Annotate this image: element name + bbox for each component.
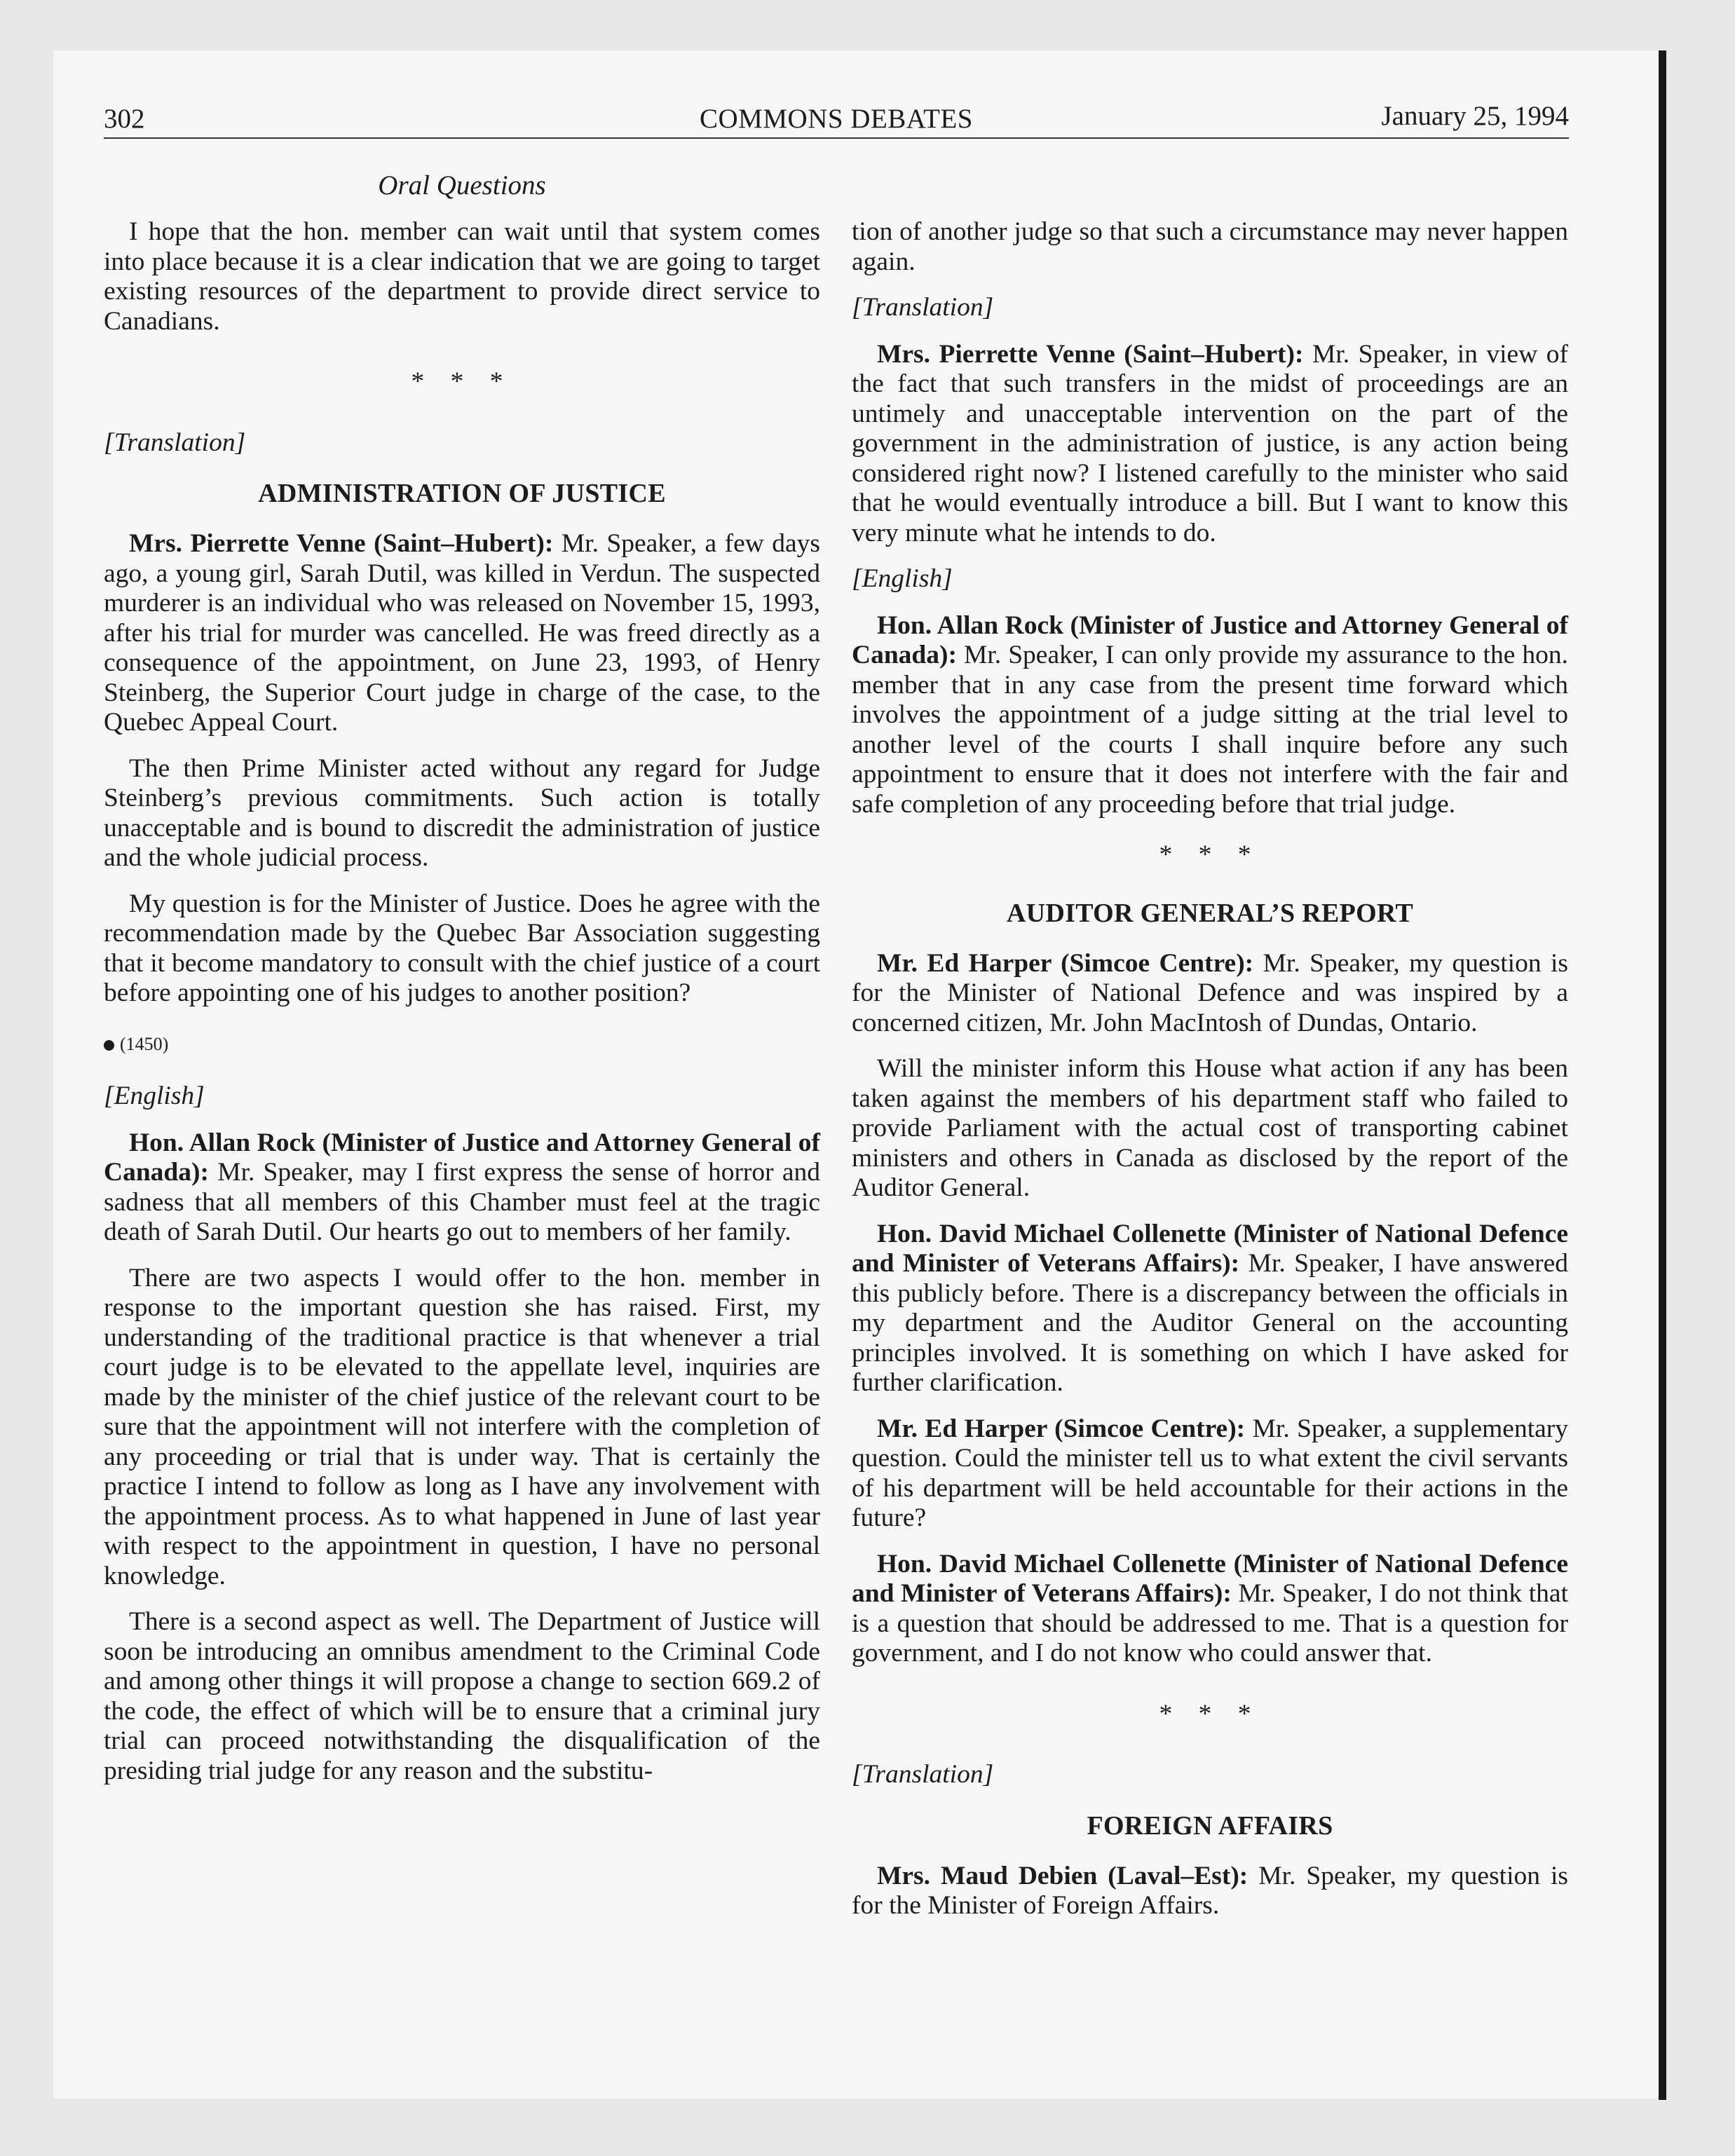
speech-text: Mr. Speaker, a supplementary question. Could the minister tell us to what extent the civil servants of his department will be held accountable for their actions in the future?: [852, 1414, 1568, 1532]
paragraph: [852, 340, 1568, 549]
publication-title: COMMONS DEBATES: [700, 104, 973, 134]
paragraph: The then Prime Minister acted without any regard for Judge Steinberg’s previous commitments. Such action is totally unacceptable and is bound to discredit the administration of justice and the whole judicial process.: [104, 753, 820, 872]
speaker-name: Hon. David Michael Collenette (Minister of National Defence and Minister of Veterans Affairs):: [852, 1549, 1568, 1608]
speaker-name: Hon. Allan Rock (Minister of Justice and Attorney General of Canada):: [852, 610, 1568, 669]
paragraph: [852, 1862, 1568, 1921]
speech-text: Mr. Speaker, my question is for the Minister of Foreign Affairs.: [852, 1861, 1568, 1920]
paragraph: [852, 611, 1568, 820]
paragraph: I hope that the hon. member can wait until that system comes into place because it is a clear indication that we are going to target existing resources of the department to provide direct service to Canadians.: [104, 217, 820, 336]
speaker-name: Mrs. Pierrette Venne (Saint–Hubert):: [129, 529, 554, 558]
time-marker: [104, 1030, 820, 1060]
section-separator: * * *: [1159, 1699, 1261, 1728]
english-tag: [English]: [104, 1082, 205, 1110]
translation-tag: [Translation]: [852, 293, 994, 322]
section-heading: ADMINISTRATION OF JUSTICE: [258, 479, 666, 508]
speech-text: Mr. Speaker, a few days ago, a young girl, Sarah Dutil, was killed in Verdun. The suspected murderer is an individual who was released on November 15, 1993, after his trial for murder was cancelled. He was freed directly as a consequence of the appointment, on June 23, 1993, of Henry Steinberg, the Superior Court judge in charge of the case, to the Quebec Appeal Court.: [104, 529, 820, 737]
paragraph: There are two aspects I would offer to the hon. member in response to the important question she has raised. First, my understanding of the traditional practice is that whenever a trial court judge is to be elevated to the appellate level, inquiries are made by the minister of the chief justice of the relevant court to be sure that the appointment will not interfere with the completion of any proceeding or trial that is under way. That is certainly the practice I intend to follow as long as I have any involvement with the appointment process. As to what happened in June of last year with respect to the appointment in question, I have no personal knowledge.: [104, 1263, 820, 1590]
paragraph: [104, 1128, 820, 1248]
speech-text: Mr. Speaker, I have answered this publicly before. There is a discrepancy between the officials in my department and the Auditor General on the accounting principles involved. It is something on which I have asked for further clarification.: [852, 1249, 1568, 1397]
page-number: 302: [104, 104, 145, 134]
page-header: [104, 98, 1569, 140]
time-marker-text: (1450): [120, 1033, 169, 1054]
paragraph: [852, 1220, 1568, 1398]
speaker-name: Mrs. Pierrette Venne (Saint–Hubert):: [877, 339, 1304, 369]
header-rule: [104, 137, 1569, 139]
publication-date: January 25, 1994: [1381, 101, 1569, 131]
paragraph: [852, 1550, 1568, 1669]
section-separator: * * *: [1159, 840, 1261, 869]
paragraph: My question is for the Minister of Justice. Does he agree with the recommendation made by the Quebec Bar Association suggesting that it become mandatory to consult with the chief justice of a court before appointing one of his judges to another position?: [104, 889, 820, 1007]
speaker-name: Hon. Allan Rock (Minister of Justice and Attorney General of Canada):: [104, 1128, 820, 1187]
speaker-name: Mr. Ed Harper (Simcoe Centre):: [877, 948, 1254, 978]
paragraph: [104, 529, 820, 738]
paragraph: [852, 949, 1568, 1039]
section-label: Oral Questions: [378, 170, 546, 200]
speech-text: Mr. Speaker, in view of the fact that such transfers in the midst of proceedings are an untimely and unacceptable intervention on the part of the government in the administration of justice, is any action being considered right now? I listened carefully to the minister who said that he would eventually introduce a bill. But I want to know this very minute what he intends to do.: [852, 339, 1568, 547]
scan-edge-bar: [1659, 50, 1666, 2100]
translation-tag: [Translation]: [104, 428, 246, 457]
speech-text: Mr. Speaker, I can only provide my assurance to the hon. member that in any case from the present time forward which involves the appointment of a judge sitting at the trial level to another level of the courts I shall inquire before any such appointment to ensure that it does not interfere with the fair and safe completion of any proceeding before that trial judge.: [852, 641, 1568, 819]
english-tag: [English]: [852, 564, 953, 593]
speaker-name: Mrs. Maud Debien (Laval–Est):: [877, 1861, 1248, 1890]
right-column: [852, 217, 1568, 1937]
paragraph: There is a second aspect as well. The Department of Justice will soon be introducing an omnibus amendment to the Criminal Code and among other things it will propose a change to section 669.2 of the code, the effect of which will be to ensure that a criminal jury trial can proceed notwithstanding the disqualification of the presiding trial judge for any reason and the substitu-: [104, 1607, 820, 1785]
section-heading: AUDITOR GENERAL’S REPORT: [1006, 898, 1414, 928]
left-column: [104, 217, 820, 1802]
paragraph: Will the minister inform this House what action if any has been taken against the members of his department staff who failed to provide Parliament with the actual cost of transporting cabinet ministers and others in Canada as disclosed by the report of the Auditor General.: [852, 1054, 1568, 1202]
speaker-name: Hon. David Michael Collenette (Minister of National Defence and Minister of Veterans Affairs):: [852, 1219, 1568, 1278]
speaker-name: Mr. Ed Harper (Simcoe Centre):: [877, 1414, 1246, 1443]
section-separator: * * *: [411, 367, 513, 396]
paragraph-continued: tion of another judge so that such a circumstance may never happen again.: [852, 217, 1568, 276]
speech-text: Mr. Speaker, I do not think that is a question that should be addressed to me. That is a question for government, and I do not know who could answer that.: [852, 1579, 1568, 1667]
bullet-icon: [104, 1040, 114, 1051]
section-heading: FOREIGN AFFAIRS: [1087, 1810, 1333, 1841]
translation-tag: [Translation]: [852, 1760, 994, 1789]
speech-text: Mr. Speaker, may I first express the sense of horror and sadness that all members of this Chamber must feel at the tragic death of Sarah Dutil. Our hearts go out to members of her family.: [104, 1158, 820, 1246]
speech-text: Mr. Speaker, my question is for the Minister of National Defence and was inspired by a concerned citizen, Mr. John MacIntosh of Dundas, Ontario.: [852, 948, 1568, 1037]
paragraph: [852, 1414, 1568, 1534]
